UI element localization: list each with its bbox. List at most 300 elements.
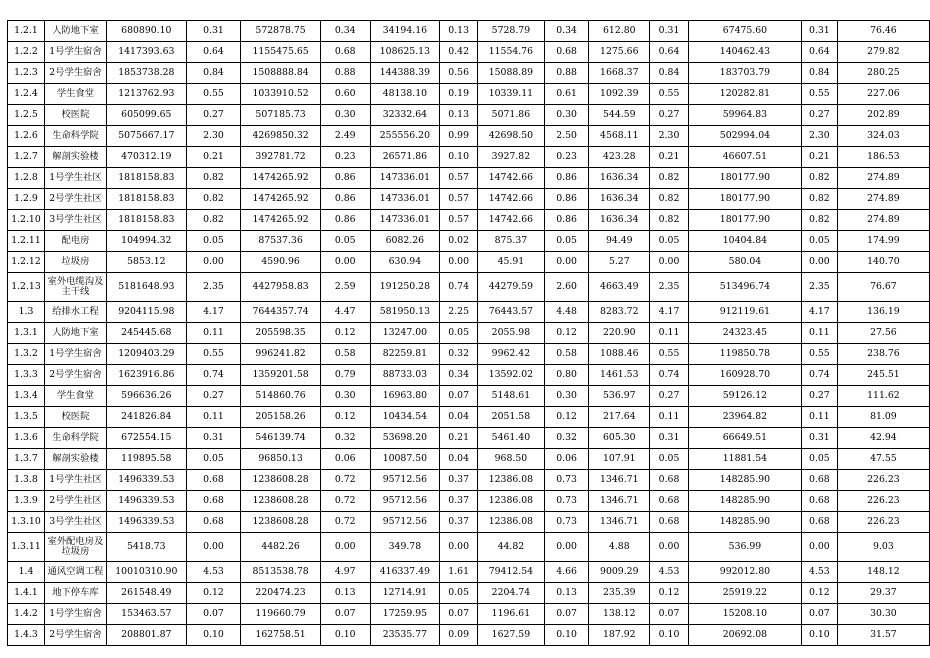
- cell-share-e: 0.31: [801, 21, 837, 42]
- cell-sub-cost-b: 630.94: [370, 252, 440, 273]
- table-row: [8, 407, 930, 428]
- cell-unit-index: 280.25: [837, 63, 929, 84]
- cell-share-c: 0.30: [544, 386, 589, 407]
- cell-share-b: 0.21: [440, 428, 478, 449]
- cell-share-b: 0.19: [440, 84, 478, 105]
- table-row: [8, 344, 930, 365]
- cell-share-d: 0.68: [650, 470, 689, 491]
- cell-sub-cost-c: 12386.08: [478, 470, 545, 491]
- cell-item-code: 1.4: [8, 562, 45, 583]
- cell-sub-cost-c: 44279.59: [478, 273, 545, 302]
- cell-share-b: 0.57: [440, 168, 478, 189]
- cell-total-share: 0.27: [186, 105, 241, 126]
- cell-sub-cost-e: 536.99: [688, 533, 801, 562]
- cell-share-d: 0.27: [650, 105, 689, 126]
- cell-unit-index: 202.89: [837, 105, 929, 126]
- cell-sub-cost-d: 4.88: [589, 533, 650, 562]
- cell-sub-cost-a: 1238608.28: [241, 491, 321, 512]
- cell-total-share: 0.10: [186, 625, 241, 646]
- cell-share-d: 0.31: [650, 21, 689, 42]
- cell-total-share: 0.84: [186, 63, 241, 84]
- cell-share-d: 0.64: [650, 42, 689, 63]
- cell-sub-cost-d: 187.92: [589, 625, 650, 646]
- cell-total-cost: 1417393.63: [106, 42, 186, 63]
- cell-item-name: 1号学生宿舍: [44, 42, 106, 63]
- cell-sub-cost-a: 4269850.32: [241, 126, 321, 147]
- cell-share-c: 0.13: [544, 583, 589, 604]
- cell-sub-cost-d: 107.91: [589, 449, 650, 470]
- cell-item-name: 1号学生社区: [44, 470, 106, 491]
- cell-sub-cost-d: 1461.53: [589, 365, 650, 386]
- cell-sub-cost-e: 15208.10: [688, 604, 801, 625]
- cell-total-cost: 245445.68: [106, 323, 186, 344]
- cell-sub-cost-a: 1033910.52: [241, 84, 321, 105]
- cell-share-e: 0.74: [801, 365, 837, 386]
- table-row: [8, 168, 930, 189]
- cell-share-e: 0.00: [801, 533, 837, 562]
- cell-sub-cost-b: 23535.77: [370, 625, 440, 646]
- table-row: [8, 126, 930, 147]
- cell-sub-cost-a: 1474265.92: [241, 189, 321, 210]
- table-row: [8, 302, 930, 323]
- cell-share-c: 0.86: [544, 189, 589, 210]
- cell-share-d: 0.82: [650, 189, 689, 210]
- cell-total-cost: 470312.19: [106, 147, 186, 168]
- cell-total-share: 0.31: [186, 428, 241, 449]
- cell-item-name: 给排水工程: [44, 302, 106, 323]
- cell-total-cost: 1496339.53: [106, 491, 186, 512]
- cell-unit-index: 136.19: [837, 302, 929, 323]
- cell-sub-cost-d: 1088.46: [589, 344, 650, 365]
- cell-share-d: 0.68: [650, 512, 689, 533]
- cell-unit-index: 238.76: [837, 344, 929, 365]
- cell-unit-index: 76.46: [837, 21, 929, 42]
- cell-total-share: 0.68: [186, 491, 241, 512]
- cell-share-b: 0.32: [440, 344, 478, 365]
- cell-total-cost: 605099.65: [106, 105, 186, 126]
- table-row: [8, 583, 930, 604]
- cell-sub-cost-d: 94.49: [589, 231, 650, 252]
- cell-share-e: 0.31: [801, 428, 837, 449]
- cell-share-a: 0.06: [320, 449, 370, 470]
- table-row: [8, 231, 930, 252]
- cell-sub-cost-a: 1238608.28: [241, 512, 321, 533]
- cell-share-b: 0.34: [440, 365, 478, 386]
- cell-total-cost: 596636.26: [106, 386, 186, 407]
- cell-item-name: 通风空调工程: [44, 562, 106, 583]
- cell-share-d: 0.05: [650, 231, 689, 252]
- cell-total-share: 0.31: [186, 21, 241, 42]
- cell-sub-cost-b: 17259.95: [370, 604, 440, 625]
- cell-share-d: 2.35: [650, 273, 689, 302]
- cell-total-share: 4.53: [186, 562, 241, 583]
- cell-sub-cost-a: 1508888.84: [241, 63, 321, 84]
- cell-share-c: 0.06: [544, 449, 589, 470]
- cell-item-code: 1.2.6: [8, 126, 45, 147]
- cell-sub-cost-b: 95712.56: [370, 491, 440, 512]
- cell-share-b: 0.74: [440, 273, 478, 302]
- cell-share-b: 0.37: [440, 491, 478, 512]
- cell-sub-cost-e: 513496.74: [688, 273, 801, 302]
- cell-unit-index: 274.89: [837, 189, 929, 210]
- cell-sub-cost-a: 4427958.83: [241, 273, 321, 302]
- cell-total-share: 0.27: [186, 386, 241, 407]
- cell-sub-cost-a: 1359201.58: [241, 365, 321, 386]
- cell-share-b: 0.05: [440, 323, 478, 344]
- cell-share-b: 0.57: [440, 189, 478, 210]
- cell-share-d: 4.17: [650, 302, 689, 323]
- cell-sub-cost-a: 8513538.78: [241, 562, 321, 583]
- cell-sub-cost-c: 5461.40: [478, 428, 545, 449]
- cell-share-a: 0.79: [320, 365, 370, 386]
- cell-unit-index: 324.03: [837, 126, 929, 147]
- cell-sub-cost-e: 160928.70: [688, 365, 801, 386]
- cell-sub-cost-a: 1155475.65: [241, 42, 321, 63]
- cell-unit-index: 27.56: [837, 323, 929, 344]
- cell-share-d: 0.11: [650, 407, 689, 428]
- cell-share-e: 4.17: [801, 302, 837, 323]
- table-row: [8, 21, 930, 42]
- cell-share-e: 0.11: [801, 323, 837, 344]
- cell-share-c: 0.58: [544, 344, 589, 365]
- cell-sub-cost-e: 180177.90: [688, 210, 801, 231]
- cell-item-name: 室外配电房及垃圾房: [44, 533, 106, 562]
- cell-total-cost: 5181648.93: [106, 273, 186, 302]
- cell-total-cost: 5075667.17: [106, 126, 186, 147]
- cell-total-cost: 241826.84: [106, 407, 186, 428]
- cell-total-share: 0.55: [186, 84, 241, 105]
- cell-item-code: 1.2.3: [8, 63, 45, 84]
- cell-sub-cost-c: 14742.66: [478, 210, 545, 231]
- cell-sub-cost-c: 12386.08: [478, 491, 545, 512]
- cell-sub-cost-a: 996241.82: [241, 344, 321, 365]
- cell-share-a: 0.88: [320, 63, 370, 84]
- cell-sub-cost-d: 220.90: [589, 323, 650, 344]
- cell-share-d: 0.11: [650, 323, 689, 344]
- table-row: [8, 386, 930, 407]
- cell-sub-cost-e: 180177.90: [688, 168, 801, 189]
- cell-sub-cost-a: 572878.75: [241, 21, 321, 42]
- cell-share-d: 0.84: [650, 63, 689, 84]
- cell-share-e: 0.68: [801, 470, 837, 491]
- cell-share-a: 0.72: [320, 491, 370, 512]
- cell-item-name: 3号学生社区: [44, 210, 106, 231]
- cell-share-e: 0.27: [801, 386, 837, 407]
- cell-item-code: 1.2.10: [8, 210, 45, 231]
- cell-item-code: 1.3.10: [8, 512, 45, 533]
- cell-sub-cost-d: 612.80: [589, 21, 650, 42]
- cell-item-name: 生命科学院: [44, 428, 106, 449]
- cell-sub-cost-a: 220474.23: [241, 583, 321, 604]
- table-row: [8, 105, 930, 126]
- cell-sub-cost-e: 148285.90: [688, 470, 801, 491]
- cell-sub-cost-a: 205598.35: [241, 323, 321, 344]
- cell-sub-cost-c: 2204.74: [478, 583, 545, 604]
- cell-unit-index: 140.70: [837, 252, 929, 273]
- cell-sub-cost-b: 53698.20: [370, 428, 440, 449]
- cell-sub-cost-b: 147336.01: [370, 210, 440, 231]
- cell-total-share: 0.05: [186, 449, 241, 470]
- cell-sub-cost-d: 605.30: [589, 428, 650, 449]
- cell-total-share: 0.55: [186, 344, 241, 365]
- cell-sub-cost-c: 14742.66: [478, 189, 545, 210]
- table-row: [8, 63, 930, 84]
- cell-share-b: 0.10: [440, 147, 478, 168]
- cell-total-share: 0.05: [186, 231, 241, 252]
- cell-share-b: 0.04: [440, 407, 478, 428]
- cell-sub-cost-c: 13592.02: [478, 365, 545, 386]
- cell-item-name: 2号学生社区: [44, 189, 106, 210]
- cell-item-code: 1.2.9: [8, 189, 45, 210]
- cell-share-c: 0.86: [544, 210, 589, 231]
- cell-share-c: 0.80: [544, 365, 589, 386]
- cell-unit-index: 148.12: [837, 562, 929, 583]
- cell-sub-cost-a: 119660.79: [241, 604, 321, 625]
- cell-sub-cost-d: 544.59: [589, 105, 650, 126]
- cell-item-name: 3号学生社区: [44, 512, 106, 533]
- table-row: [8, 604, 930, 625]
- cell-share-a: 0.68: [320, 42, 370, 63]
- cell-item-code: 1.3.8: [8, 470, 45, 491]
- cell-unit-index: 186.53: [837, 147, 929, 168]
- cell-share-a: 0.00: [320, 252, 370, 273]
- cell-share-c: 0.73: [544, 491, 589, 512]
- cell-item-name: 2号学生宿舍: [44, 625, 106, 646]
- table-row: [8, 365, 930, 386]
- cell-sub-cost-d: 9009.29: [589, 562, 650, 583]
- cell-share-c: 0.32: [544, 428, 589, 449]
- cell-total-share: 0.00: [186, 252, 241, 273]
- cell-item-code: 1.2.4: [8, 84, 45, 105]
- cost-table: [7, 20, 930, 646]
- cell-share-a: 0.30: [320, 386, 370, 407]
- cell-sub-cost-b: 16963.80: [370, 386, 440, 407]
- cell-sub-cost-b: 10087.50: [370, 449, 440, 470]
- cell-share-e: 0.84: [801, 63, 837, 84]
- cell-share-b: 0.37: [440, 512, 478, 533]
- cell-item-code: 1.2.12: [8, 252, 45, 273]
- table-row: [8, 562, 930, 583]
- cell-sub-cost-e: 502994.04: [688, 126, 801, 147]
- cell-total-cost: 1818158.83: [106, 168, 186, 189]
- cell-share-a: 0.05: [320, 231, 370, 252]
- cost-table-body: [8, 21, 930, 646]
- cell-share-e: 0.82: [801, 210, 837, 231]
- cell-sub-cost-b: 82259.81: [370, 344, 440, 365]
- cell-share-e: 0.10: [801, 625, 837, 646]
- cell-total-cost: 153463.57: [106, 604, 186, 625]
- cell-sub-cost-d: 1346.71: [589, 491, 650, 512]
- cell-unit-index: 279.82: [837, 42, 929, 63]
- cell-total-share: 0.82: [186, 210, 241, 231]
- cell-sub-cost-d: 1668.37: [589, 63, 650, 84]
- cell-item-code: 1.3.3: [8, 365, 45, 386]
- cell-share-b: 0.13: [440, 21, 478, 42]
- cell-sub-cost-a: 1474265.92: [241, 168, 321, 189]
- cell-item-name: 1号学生社区: [44, 168, 106, 189]
- cell-item-name: 校医院: [44, 105, 106, 126]
- cell-sub-cost-c: 44.82: [478, 533, 545, 562]
- cell-unit-index: 31.57: [837, 625, 929, 646]
- cell-sub-cost-a: 507185.73: [241, 105, 321, 126]
- cell-item-code: 1.4.3: [8, 625, 45, 646]
- cell-unit-index: 42.94: [837, 428, 929, 449]
- cell-sub-cost-b: 95712.56: [370, 470, 440, 491]
- cell-share-b: 0.00: [440, 533, 478, 562]
- cell-share-e: 0.27: [801, 105, 837, 126]
- cell-unit-index: 76.67: [837, 273, 929, 302]
- cell-item-code: 1.2.8: [8, 168, 45, 189]
- cell-share-c: 0.05: [544, 231, 589, 252]
- table-row: [8, 42, 930, 63]
- cell-sub-cost-e: 11881.54: [688, 449, 801, 470]
- cell-sub-cost-d: 1636.34: [589, 210, 650, 231]
- cell-share-a: 0.58: [320, 344, 370, 365]
- cell-unit-index: 226.23: [837, 491, 929, 512]
- cell-sub-cost-d: 138.12: [589, 604, 650, 625]
- cell-share-c: 0.30: [544, 105, 589, 126]
- cell-share-b: 0.37: [440, 470, 478, 491]
- cell-share-a: 0.12: [320, 323, 370, 344]
- cell-share-e: 2.35: [801, 273, 837, 302]
- cell-share-c: 0.73: [544, 512, 589, 533]
- cell-total-cost: 1496339.53: [106, 470, 186, 491]
- cell-sub-cost-c: 14742.66: [478, 168, 545, 189]
- cell-unit-index: 9.03: [837, 533, 929, 562]
- cell-share-a: 0.13: [320, 583, 370, 604]
- cell-total-share: 0.12: [186, 583, 241, 604]
- cell-sub-cost-d: 423.28: [589, 147, 650, 168]
- cell-share-a: 0.34: [320, 21, 370, 42]
- cell-share-b: 0.42: [440, 42, 478, 63]
- cell-sub-cost-d: 1092.39: [589, 84, 650, 105]
- cell-share-d: 0.82: [650, 168, 689, 189]
- table-row: [8, 147, 930, 168]
- cell-share-d: 4.53: [650, 562, 689, 583]
- cell-sub-cost-a: 1238608.28: [241, 470, 321, 491]
- cell-unit-index: 29.37: [837, 583, 929, 604]
- cell-unit-index: 30.30: [837, 604, 929, 625]
- cell-share-e: 0.82: [801, 168, 837, 189]
- table-row: [8, 428, 930, 449]
- cell-sub-cost-e: 67475.60: [688, 21, 801, 42]
- cell-total-cost: 1818158.83: [106, 189, 186, 210]
- cell-share-a: 4.97: [320, 562, 370, 583]
- cell-share-a: 2.49: [320, 126, 370, 147]
- cell-sub-cost-c: 5071.86: [478, 105, 545, 126]
- table-row: [8, 210, 930, 231]
- cell-unit-index: 174.99: [837, 231, 929, 252]
- cell-share-d: 0.55: [650, 344, 689, 365]
- cell-share-d: 0.00: [650, 533, 689, 562]
- cell-share-a: 0.86: [320, 210, 370, 231]
- table-row: [8, 84, 930, 105]
- cell-share-b: 0.99: [440, 126, 478, 147]
- cell-unit-index: 111.62: [837, 386, 929, 407]
- cell-item-name: 2号学生宿舍: [44, 63, 106, 84]
- cell-item-code: 1.3: [8, 302, 45, 323]
- cell-item-code: 1.4.2: [8, 604, 45, 625]
- cell-sub-cost-a: 514860.76: [241, 386, 321, 407]
- cell-share-c: 0.12: [544, 323, 589, 344]
- cell-item-code: 1.3.5: [8, 407, 45, 428]
- cell-share-d: 0.10: [650, 625, 689, 646]
- table-row: [8, 189, 930, 210]
- cell-share-d: 0.74: [650, 365, 689, 386]
- cell-share-d: 0.31: [650, 428, 689, 449]
- cell-sub-cost-e: 23964.82: [688, 407, 801, 428]
- cell-share-b: 0.56: [440, 63, 478, 84]
- cell-share-e: 0.55: [801, 344, 837, 365]
- table-row: [8, 512, 930, 533]
- cell-sub-cost-b: 26571.86: [370, 147, 440, 168]
- cell-share-d: 0.05: [650, 449, 689, 470]
- cell-sub-cost-e: 25919.22: [688, 583, 801, 604]
- cell-share-d: 0.68: [650, 491, 689, 512]
- cell-total-share: 0.21: [186, 147, 241, 168]
- cell-item-name: 室外电缆沟及主干线: [44, 273, 106, 302]
- cell-item-name: 2号学生宿舍: [44, 365, 106, 386]
- cell-item-code: 1.2.1: [8, 21, 45, 42]
- cell-total-cost: 680890.10: [106, 21, 186, 42]
- cell-item-name: 解剖实验楼: [44, 147, 106, 168]
- cell-item-name: 2号学生社区: [44, 491, 106, 512]
- cell-sub-cost-e: 180177.90: [688, 189, 801, 210]
- cell-unit-index: 245.51: [837, 365, 929, 386]
- cell-total-cost: 1213762.93: [106, 84, 186, 105]
- cell-total-share: 0.11: [186, 323, 241, 344]
- cell-total-cost: 1818158.83: [106, 210, 186, 231]
- cell-share-a: 0.86: [320, 189, 370, 210]
- cell-share-d: 0.21: [650, 147, 689, 168]
- cell-sub-cost-d: 4663.49: [589, 273, 650, 302]
- cell-sub-cost-e: 46607.51: [688, 147, 801, 168]
- cell-share-b: 2.25: [440, 302, 478, 323]
- cell-sub-cost-c: 2055.98: [478, 323, 545, 344]
- cell-total-cost: 1623916.86: [106, 365, 186, 386]
- cell-total-share: 0.11: [186, 407, 241, 428]
- cell-sub-cost-b: 581950.13: [370, 302, 440, 323]
- cell-total-cost: 5853.12: [106, 252, 186, 273]
- cell-sub-cost-a: 1474265.92: [241, 210, 321, 231]
- cell-sub-cost-c: 968.50: [478, 449, 545, 470]
- cell-item-name: 校医院: [44, 407, 106, 428]
- cell-share-a: 0.10: [320, 625, 370, 646]
- cell-share-c: 0.00: [544, 252, 589, 273]
- cell-sub-cost-a: 87537.36: [241, 231, 321, 252]
- cell-item-name: 地下停车库: [44, 583, 106, 604]
- cell-share-b: 0.07: [440, 386, 478, 407]
- cell-item-code: 1.3.2: [8, 344, 45, 365]
- cell-sub-cost-e: 10404.84: [688, 231, 801, 252]
- cell-share-d: 2.30: [650, 126, 689, 147]
- cell-sub-cost-e: 59126.12: [688, 386, 801, 407]
- cell-total-share: 4.17: [186, 302, 241, 323]
- cell-total-share: 0.07: [186, 604, 241, 625]
- cell-sub-cost-e: 59964.83: [688, 105, 801, 126]
- cell-sub-cost-c: 5148.61: [478, 386, 545, 407]
- table-row: [8, 533, 930, 562]
- table-row: [8, 470, 930, 491]
- cell-sub-cost-e: 992012.80: [688, 562, 801, 583]
- cell-share-c: 0.23: [544, 147, 589, 168]
- cell-share-c: 0.73: [544, 470, 589, 491]
- cell-share-c: 0.34: [544, 21, 589, 42]
- cell-item-code: 1.3.1: [8, 323, 45, 344]
- cell-total-cost: 10010310.90: [106, 562, 186, 583]
- cell-share-e: 0.64: [801, 42, 837, 63]
- table-row: [8, 273, 930, 302]
